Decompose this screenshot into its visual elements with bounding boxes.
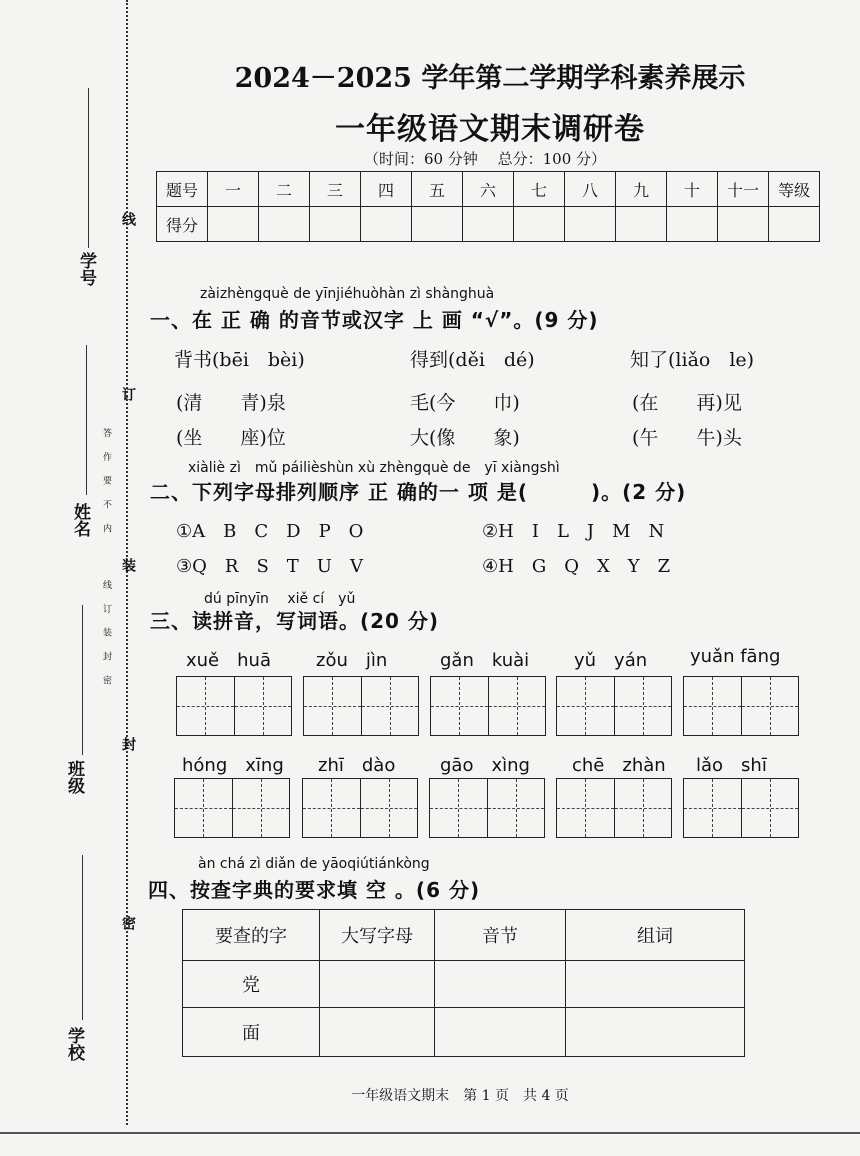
- dict-header-cell: 大写字母: [320, 910, 435, 961]
- score-header-cell: 四: [361, 172, 412, 207]
- dict-answer-cell[interactable]: [435, 961, 566, 1008]
- q3-word-pinyin: chē zhàn: [572, 755, 666, 776]
- class-line[interactable]: [82, 605, 83, 755]
- q3-word-pinyin: yuǎn fāng: [690, 646, 781, 667]
- score-header-cell: 七: [514, 172, 565, 207]
- page-footer: 一年级语文期末 第 1 页 共 4 页: [351, 1088, 569, 1104]
- q3-word-pinyin: xuě huā: [186, 650, 271, 671]
- score-table-score-row: [157, 207, 820, 242]
- q1-item[interactable]: (清 青)泉: [176, 392, 286, 414]
- q4-title: 四、按查字典的要求填 空 。(6 分): [148, 878, 481, 902]
- q3-writing-grid[interactable]: [683, 778, 799, 838]
- binding-mark-ding: 订: [120, 387, 136, 401]
- q1-item[interactable]: 毛(今 巾): [410, 392, 520, 414]
- q4-pinyin: àn chá zì diǎn de yāoqiútiánkòng: [198, 856, 430, 872]
- q3-word-pinyin: lǎo shī: [696, 755, 767, 776]
- score-cell[interactable]: [514, 207, 565, 242]
- q1-pinyin: zàizhèngquè de yīnjiéhuòhàn zì shànghuà: [200, 286, 495, 302]
- q1-item[interactable]: 知了(liǎo le): [630, 349, 755, 371]
- q3-writing-grid[interactable]: [430, 676, 546, 736]
- q3-pinyin: dú pīnyīn xiě cí yǔ: [204, 591, 356, 607]
- dict-answer-cell[interactable]: [435, 1008, 566, 1057]
- q3-word-pinyin: gǎn kuài: [440, 650, 530, 671]
- binding-warning-bottom: 线 订 装 封 密: [101, 580, 111, 691]
- q1-item[interactable]: 大(像 象): [410, 427, 520, 449]
- dict-answer-cell[interactable]: [566, 1008, 745, 1057]
- q3-word-pinyin: hóng xīng: [182, 755, 284, 776]
- binding-mark-mi: 密: [120, 916, 136, 930]
- q1-item[interactable]: 背书(bēi bèi): [174, 349, 305, 371]
- score-cell[interactable]: [718, 207, 769, 242]
- binding-mark-feng: 封: [120, 737, 136, 751]
- q3-word-pinyin: yǔ yán: [574, 650, 648, 671]
- q3-writing-grid[interactable]: [429, 778, 545, 838]
- q3-writing-grid[interactable]: [556, 676, 672, 736]
- q3-writing-grid[interactable]: [302, 778, 418, 838]
- score-cell[interactable]: [412, 207, 463, 242]
- q3-title: 三、读拼音，写词语。(20 分): [150, 609, 440, 633]
- binding-warning-top: 答 作 要 不 内: [101, 428, 111, 539]
- score-header-cell: 等级: [769, 172, 820, 207]
- page-bottom-edge: [0, 1132, 860, 1134]
- name-line[interactable]: [86, 345, 87, 495]
- score-cell[interactable]: [208, 207, 259, 242]
- score-cell[interactable]: [565, 207, 616, 242]
- q3-writing-grid[interactable]: [683, 676, 799, 736]
- q2-option[interactable]: ①A B C D P O: [176, 521, 364, 542]
- score-header-cell: 八: [565, 172, 616, 207]
- score-header-cell: 题号: [157, 172, 208, 207]
- q3-writing-grid[interactable]: [556, 778, 672, 838]
- q1-item[interactable]: (在 再)见: [632, 392, 742, 414]
- q2-option[interactable]: ④H G Q X Y Z: [482, 556, 671, 577]
- q2-title: 二、下列字母排列顺序 正 确的一 项 是( )。(2 分): [150, 480, 687, 504]
- q1-item[interactable]: (午 牛)头: [632, 427, 742, 449]
- q3-writing-grid[interactable]: [174, 778, 290, 838]
- q1-item[interactable]: 得到(děi dé): [410, 349, 535, 371]
- exam-title: 一年级语文期末调研卷: [335, 112, 645, 147]
- score-header-cell: 六: [463, 172, 514, 207]
- score-table-header-row: [157, 172, 820, 207]
- class-label: 班级: [64, 760, 84, 794]
- dict-header-cell: 要查的字: [183, 910, 320, 961]
- score-header-cell: 十一: [718, 172, 769, 207]
- q3-writing-grid[interactable]: [176, 676, 292, 736]
- score-header-cell: 九: [616, 172, 667, 207]
- dictionary-header-row: [183, 910, 745, 961]
- q2-option[interactable]: ②H I L J M N: [482, 521, 665, 542]
- score-cell[interactable]: [361, 207, 412, 242]
- q2-pinyin: xiàliè zì mǔ páilièshùn xù zhèngquè de yī xiàngshì: [188, 460, 560, 476]
- dictionary-table: [182, 909, 745, 1057]
- q3-word-pinyin: gāo xìng: [440, 755, 530, 776]
- score-header-cell: 三: [310, 172, 361, 207]
- dict-answer-cell[interactable]: [320, 961, 435, 1008]
- school-line[interactable]: [82, 855, 83, 1020]
- q2-option[interactable]: ③Q R S T U V: [176, 556, 363, 577]
- score-cell[interactable]: [667, 207, 718, 242]
- exam-time-score: （时间：60 分钟 总分：100 分）: [363, 150, 607, 168]
- q3-word-pinyin: zǒu jìn: [316, 650, 388, 671]
- dict-header-cell: 组词: [566, 910, 745, 961]
- student-id-label: 学号: [76, 252, 96, 286]
- dictionary-row: [183, 1008, 745, 1057]
- score-row-label: 得分: [157, 207, 208, 242]
- score-header-cell: 二: [259, 172, 310, 207]
- q3-writing-grid[interactable]: [303, 676, 419, 736]
- score-table: [156, 171, 820, 242]
- score-cell[interactable]: [616, 207, 667, 242]
- name-label: 姓名: [70, 503, 90, 537]
- score-cell[interactable]: [769, 207, 820, 242]
- q1-item[interactable]: (坐 座)位: [176, 427, 286, 449]
- score-cell[interactable]: [463, 207, 514, 242]
- score-header-cell: 一: [208, 172, 259, 207]
- score-header-cell: 五: [412, 172, 463, 207]
- dict-answer-cell[interactable]: [320, 1008, 435, 1057]
- score-header-cell: 十: [667, 172, 718, 207]
- score-cell[interactable]: [310, 207, 361, 242]
- dict-character: 党: [183, 961, 320, 1008]
- dict-answer-cell[interactable]: [566, 961, 745, 1008]
- school-label: 学校: [64, 1027, 84, 1061]
- dict-character: 面: [183, 1008, 320, 1057]
- binding-mark-zhuang: 装: [120, 558, 136, 572]
- exam-term-title: 2024－2025 学年第二学期学科素养展示: [234, 63, 746, 94]
- q1-title: 一、在 正 确 的音节或汉字 上 画 “√”。(9 分): [150, 308, 599, 332]
- binding-mark-xian: 线: [120, 212, 136, 226]
- q3-word-pinyin: zhī dào: [318, 755, 396, 776]
- dictionary-row: [183, 961, 745, 1008]
- score-cell[interactable]: [259, 207, 310, 242]
- dict-header-cell: 音节: [435, 910, 566, 961]
